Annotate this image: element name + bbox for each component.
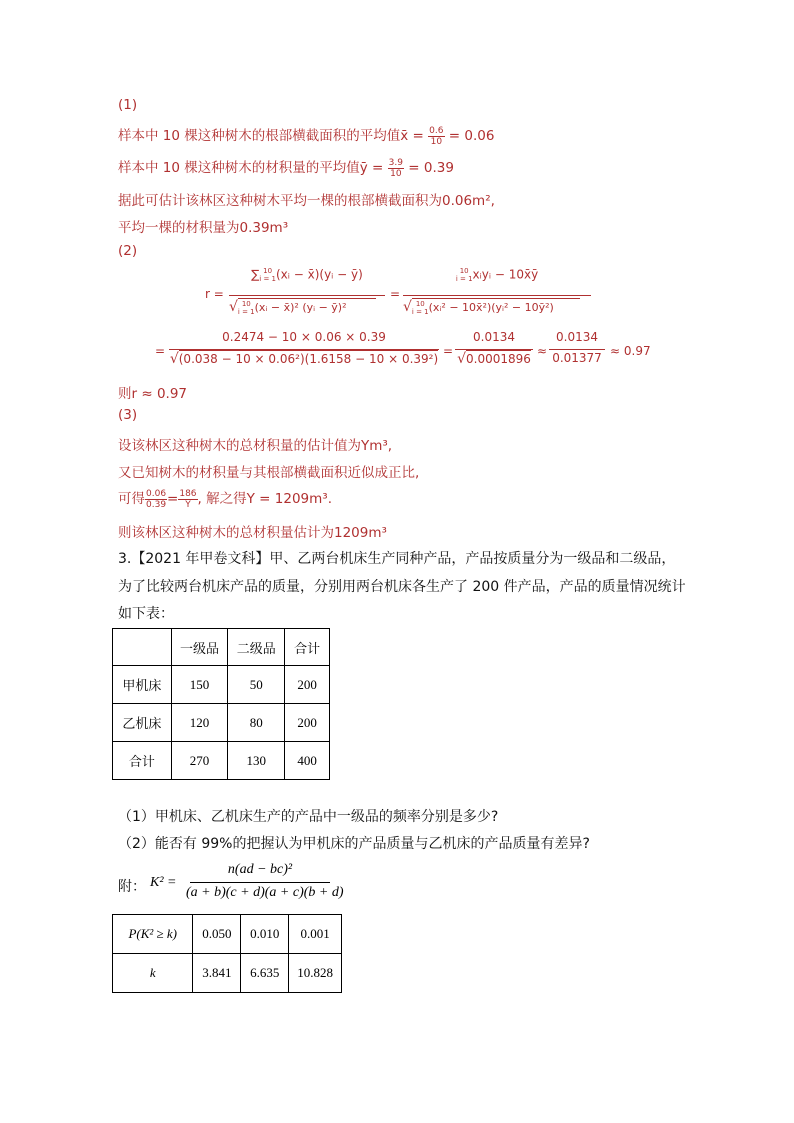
- table-cell: 10.828: [289, 954, 342, 993]
- table-cell: 50: [228, 666, 285, 704]
- part1-line3: 据此可估计该林区这种树木平均一棵的根部横截面积为0.06m²,: [118, 193, 495, 209]
- table-cell: 200: [285, 666, 330, 704]
- part1-line2-var: ȳ: [359, 160, 368, 176]
- part3-fraction-1: [145, 489, 167, 510]
- table-row: [113, 742, 330, 780]
- part1-line4: 平均一棵的材积量为0.39m³: [118, 220, 289, 236]
- fraction-numerator: 0.06: [146, 488, 167, 499]
- limit-top: 10: [415, 300, 425, 308]
- formula-denominator: (a + b)(c + d)(a + c)(b + d): [186, 885, 344, 900]
- table-cell: 200: [285, 704, 330, 742]
- table-cell: 3.841: [193, 954, 241, 993]
- part1-line1-result: = 0.06: [448, 128, 495, 144]
- formula2-numerator: [403, 267, 591, 283]
- equals-sign: =: [390, 287, 401, 301]
- equals-sign: =: [443, 344, 454, 358]
- part2-conclusion: 则r ≈ 0.97: [118, 386, 188, 402]
- equals-sign: =: [155, 344, 166, 358]
- computation-denominator: √(0.038 − 10 × 0.06²)(1.6158 − 10 × 0.39²): [169, 351, 439, 367]
- fraction-denominator: 10: [390, 168, 402, 179]
- table-cell: P(K² ≥ k): [113, 915, 193, 954]
- formula-prefix: 附：: [118, 879, 146, 895]
- formula1-numerator-body: (xᵢ − x̄)(yᵢ − ȳ): [276, 267, 363, 282]
- question-2: （2）能否有 99%的把握认为甲机床的产品质量与乙机床的产品质量有差异?: [118, 836, 590, 852]
- fraction-numerator: 186: [179, 488, 197, 499]
- part1-line1-var: x̄: [400, 128, 409, 144]
- problem3-line3: 如下表：: [118, 606, 174, 622]
- fraction-bar: [229, 295, 385, 296]
- quality-table: [112, 628, 330, 780]
- table-cell: 120: [171, 704, 228, 742]
- part3-line1: 设该林区这种树木的总材积量的估计值为Ym³,: [118, 438, 393, 454]
- table-header-row: [113, 629, 330, 666]
- computation-denominator-3: 0.01377: [552, 351, 602, 365]
- table-cell: 0.001: [289, 915, 342, 954]
- table-row: [113, 666, 330, 704]
- part3-label: (3): [118, 407, 138, 423]
- part1-label: (1): [118, 97, 138, 113]
- formula1-denominator: √ 10 i = 1 (xᵢ − x̄)² (yᵢ − ȳ)²: [229, 298, 385, 316]
- table-header-cell: 合计: [285, 629, 330, 666]
- table-cell: 合计: [113, 742, 172, 780]
- part1-line2: 样本中 10 棵这种树木的材积量的平均值ȳ = $\frac{3.9}{10}$ = 0.39: [118, 157, 454, 179]
- formula2-denominator-body: (xᵢ² − 10x̄²)(yᵢ² − 10ȳ²): [428, 301, 554, 314]
- sum-symbol: ∑: [251, 267, 260, 282]
- equals-sign: =: [167, 491, 179, 507]
- part3-line3-prefix: 可得: [118, 491, 145, 507]
- table-cell: 乙机床: [113, 704, 172, 742]
- fraction-denominator: 10: [430, 136, 443, 147]
- sum-limits: [412, 300, 429, 316]
- r-equals: r =: [205, 287, 224, 301]
- fraction-bar: [403, 295, 591, 296]
- question-1: （1）甲机床、乙机床生产的产品中一级品的频率分别是多少?: [118, 809, 499, 825]
- table-cell: 6.635: [241, 954, 289, 993]
- computation-numerator: 0.2474 − 10 × 0.06 × 0.39: [222, 330, 386, 344]
- table-cell: 270: [171, 742, 228, 780]
- table-cell: 80: [228, 704, 285, 742]
- table-cell: 130: [228, 742, 285, 780]
- part1-line2-text: 样本中 10 棵这种树木的材积量的平均值: [118, 160, 360, 176]
- computation-denominator-2-body: 0.0001896: [466, 352, 531, 366]
- sum-limits: [456, 267, 473, 283]
- correlation-computation: [155, 330, 655, 374]
- fraction-denominator: 0.39: [146, 499, 167, 510]
- table-cell: 400: [285, 742, 330, 780]
- part3-line2: 又已知树木的材积量与其根部横截面积近似成正比,: [118, 465, 420, 481]
- limit-bottom: i = 1: [455, 275, 473, 283]
- part1-line1-text: 样本中 10 棵这种树木的根部横截面积的平均值: [118, 128, 401, 144]
- formula1-numerator: [229, 267, 385, 283]
- formula-numerator: n(ad − bc)²: [227, 862, 293, 877]
- part1-line1-fraction: [428, 126, 444, 147]
- correlation-formula: [205, 265, 605, 325]
- part2-label: (2): [118, 243, 138, 259]
- limit-bottom: i = 1: [411, 308, 429, 316]
- sum-limits: [259, 267, 276, 283]
- part3-line3-suffix: , 解之得Y = 1209m³.: [197, 491, 332, 507]
- table-row: [113, 954, 342, 993]
- part3-line3: [118, 487, 332, 510]
- formula2-denominator: √ 10 i = 1 (xᵢ² − 10x̄²)(yᵢ² − 10ȳ²): [403, 298, 591, 316]
- computation-denominator-body: (0.038 − 10 × 0.06²)(1.6158 − 10 × 0.39²): [178, 352, 439, 366]
- computation-result: ≈ 0.97: [610, 344, 651, 358]
- part3-fraction-2: [178, 489, 197, 510]
- table-cell: k: [113, 954, 193, 993]
- problem3-line1: 3.【2021 年甲卷文科】甲、乙两台机床生产同种产品，产品按质量分为一级品和二级品，: [118, 551, 676, 567]
- table-cell: 0.010: [241, 915, 289, 954]
- formula-lhs: K² =: [150, 875, 177, 890]
- table-header-cell: [113, 629, 172, 666]
- k-squared-formula: [118, 862, 348, 906]
- part1-line1: 样本中 10 棵这种树木的根部横截面积的平均值x̄ = $\frac{0.6}{10}$ = 0.06: [118, 125, 495, 147]
- limit-bottom: i = 1: [237, 308, 255, 316]
- fraction-denominator: Y: [185, 499, 191, 510]
- table-row: [113, 915, 342, 954]
- limit-top: 10: [263, 267, 273, 275]
- limit-bottom: i = 1: [259, 275, 276, 283]
- table-cell: 0.050: [193, 915, 241, 954]
- critical-value-table: [112, 914, 342, 993]
- table-cell: 甲机床: [113, 666, 172, 704]
- fraction-bar: [549, 349, 605, 350]
- approx-sign: ≈: [537, 344, 548, 358]
- fraction-numerator: 0.6: [429, 125, 444, 136]
- computation-denominator-2: √0.0001896: [457, 351, 531, 367]
- fraction-bar: [190, 882, 330, 883]
- problem3-line2: 为了比较两台机床产品的质量，分别用两台机床各生产了 200 件产品，产品的质量情况统计: [118, 579, 686, 595]
- table-cell: 150: [171, 666, 228, 704]
- part3-line4: 则该林区这种树木的总材积量估计为1209m³: [118, 525, 387, 541]
- sum-limits: [238, 300, 255, 316]
- limit-top: 10: [241, 300, 251, 308]
- part1-line2-fraction: [388, 158, 404, 179]
- part1-line2-result: = 0.39: [408, 160, 454, 176]
- limit-top: 10: [459, 267, 469, 275]
- formula2-numerator-body: xᵢyᵢ − 10x̄ȳ: [472, 267, 539, 282]
- fraction-numerator: 3.9: [388, 157, 403, 168]
- computation-numerator-2: 0.0134: [473, 330, 515, 344]
- table-header-cell: 一级品: [171, 629, 228, 666]
- formula1-denominator-body: (xᵢ − x̄)² (yᵢ − ȳ)²: [254, 301, 347, 314]
- table-row: [113, 704, 330, 742]
- computation-numerator-3: 0.0134: [556, 330, 598, 344]
- table-header-cell: 二级品: [228, 629, 285, 666]
